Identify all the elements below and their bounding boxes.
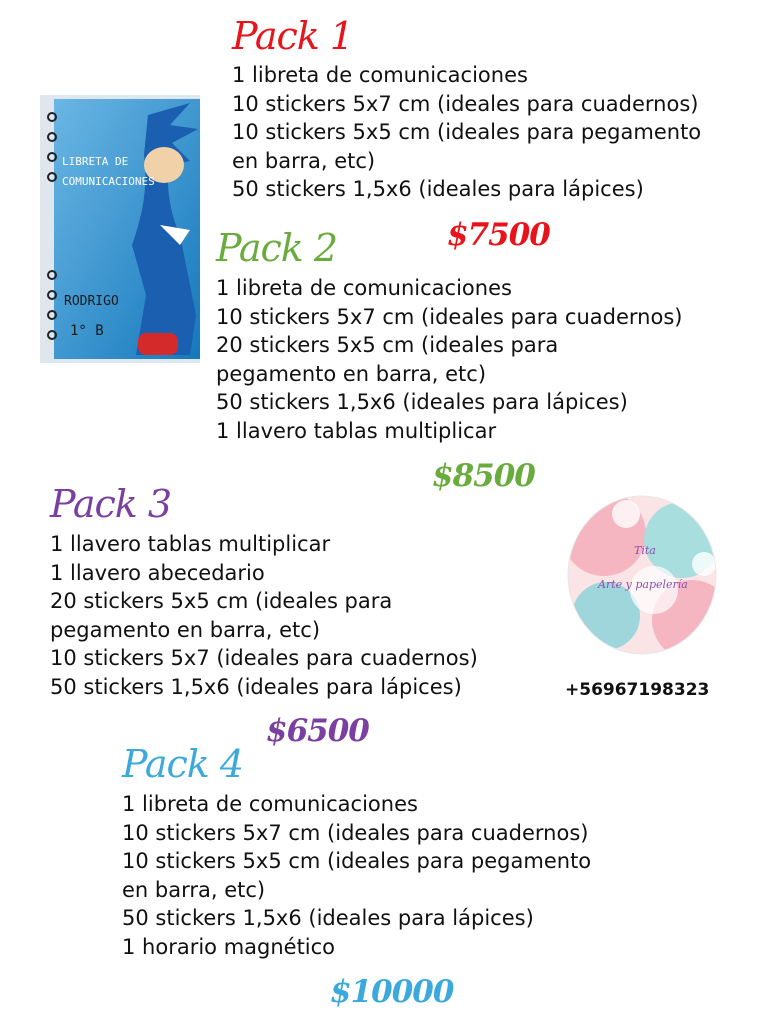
pack-1-items	[232, 61, 701, 204]
pack-1-item: en barra, etc)	[232, 148, 376, 173]
logo-name: Tita	[634, 544, 656, 557]
pack-4-item: 50 stickers 1,5x6 (ideales para lápices)	[122, 906, 534, 930]
pack-3-item: 20 stickers 5x5 cm (ideales para	[50, 589, 393, 613]
pack-4-price: $10000	[330, 974, 454, 1010]
pack-4-item: 1 horario magnético	[122, 934, 336, 959]
pack-2-item: pegamento en barra, etc)	[216, 361, 487, 386]
pack-3-item: pegamento en barra, etc)	[50, 617, 321, 642]
pack-4-item: 10 stickers 5x7 cm (ideales para cuadernos)	[122, 820, 589, 845]
pack-4-items	[122, 790, 591, 961]
notebook-cover-title-line2: COMUNICACIONES	[62, 175, 155, 188]
pack-2-item: 10 stickers 5x7 cm (ideales para cuadernos)	[216, 304, 683, 329]
notebook-grade: 1° B	[70, 323, 104, 339]
pack-4-item: 10 stickers 5x5 cm (ideales para pegamento	[122, 849, 592, 873]
pack-1-item: 50 stickers 1,5x6 (ideales para lápices)	[232, 177, 644, 201]
pack-3-item: 50 stickers 1,5x6 (ideales para lápices)	[50, 674, 462, 699]
pack-3-item: 1 llavero abecedario	[50, 560, 265, 585]
notebook-name: RODRIGO	[64, 294, 119, 309]
notebook-cover-title-line1: LIBRETA DE	[62, 155, 129, 168]
pack-4-item: en barra, etc)	[122, 877, 266, 902]
pack-2-items	[216, 274, 682, 445]
pack-3-item: 1 llavero tablas multiplicar	[50, 532, 331, 556]
contact-phone: +56967198323	[565, 680, 710, 700]
notebook-image	[40, 95, 200, 363]
pack-1-item: 1 libreta de comunicaciones	[232, 63, 528, 87]
pack-2-price: $8500	[432, 458, 535, 494]
pack-1-price: $7500	[447, 217, 550, 253]
pack-2-item: 1 llavero tablas multiplicar	[216, 418, 497, 443]
pack-3-title: Pack 3	[50, 482, 172, 526]
pack-2-title: Pack 2	[216, 226, 338, 270]
pack-2-item: 50 stickers 1,5x6 (ideales para lápices)	[216, 390, 628, 414]
pack-4-item: 1 libreta de comunicaciones	[122, 792, 418, 816]
pack-1-title: Pack 1	[232, 14, 354, 58]
pack-3-items	[50, 530, 478, 701]
pack-3-item: 10 stickers 5x7 (ideales para cuadernos)	[50, 646, 478, 670]
logo-tagline: Arte y papelería	[598, 578, 688, 591]
pack-2-item: 20 stickers 5x5 cm (ideales para	[216, 333, 559, 357]
pack-1-item: 10 stickers 5x5 cm (ideales para pegamento	[232, 120, 702, 144]
pack-1-item: 10 stickers 5x7 cm (ideales para cuadernos)	[232, 91, 699, 116]
pack-3-price: $6500	[266, 713, 369, 749]
brand-logo	[564, 494, 720, 656]
pack-2-item: 1 libreta de comunicaciones	[216, 276, 512, 300]
pack-4-title: Pack 4	[122, 742, 244, 786]
